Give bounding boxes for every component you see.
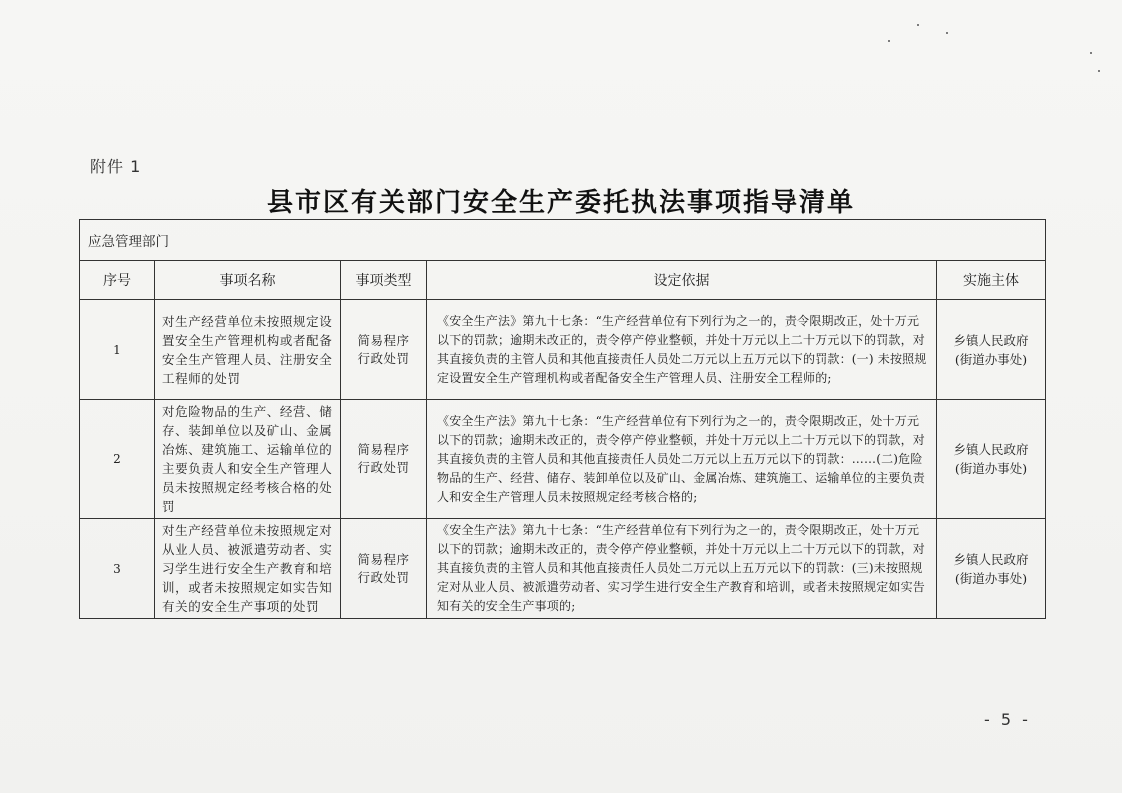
attachment-label: 附件 1 (90, 157, 142, 176)
table-row (80, 400, 1046, 519)
row-subject (937, 519, 1046, 619)
department-row (80, 220, 1046, 261)
row-subject-line1: 乡镇人民政府 (953, 332, 1029, 348)
row-type-line2: 行政处罚 (357, 350, 410, 366)
table-row (80, 519, 1046, 619)
header-index: 序号 (80, 261, 155, 300)
document-title: 县市区有关部门安全生产委托执法事项指导清单 (266, 188, 855, 218)
row-type-line1: 简易程序 (357, 551, 410, 567)
department-label: 应急管理部门 (80, 220, 1046, 261)
row-subject-line2: (街道办事处) (954, 351, 1028, 367)
row-type-line1: 简易程序 (357, 332, 410, 348)
row-subject (937, 400, 1046, 519)
row-subject (937, 300, 1046, 400)
row-type-line2: 行政处罚 (357, 569, 410, 585)
row-item-name: 对危险物品的生产、经营、储存、装卸单位以及矿山、金属冶炼、建筑施工、运输单位的主要负责人和安全生产管理人员未按照规定经考核合格的处罚 (155, 400, 341, 519)
row-index: 1 (80, 300, 155, 400)
table-row (80, 300, 1046, 400)
row-legal-basis: 《安全生产法》第九十七条：“生产经营单位有下列行为之一的，责令限期改正，处十万元以下的罚款；逾期未改正的，责令停产停业整顿，并处十万元以上二十万元以下的罚款，对其直接负责的主管人员和其他直接责任人员处二万元以上五万元以下的罚款：(三)未按照规定对从业人员、被派遣劳动者、实习学生进行安全生产教育和培训，或者未按照规定如实告知有关的安全生产事项的; (427, 519, 937, 619)
row-type-line1: 简易程序 (357, 442, 410, 457)
row-subject-line2: (街道办事处) (954, 570, 1028, 586)
table-header-row (80, 261, 1046, 300)
page-number: - 5 - (984, 710, 1031, 729)
scan-speck (917, 24, 919, 26)
scan-speck (888, 40, 890, 42)
row-item-type (341, 519, 427, 619)
row-type-line2: 行政处罚 (357, 460, 410, 475)
row-subject-line1: 乡镇人民政府 (953, 442, 1029, 457)
header-basis: 设定依据 (427, 261, 937, 300)
row-index: 3 (80, 519, 155, 619)
row-item-type (341, 300, 427, 400)
row-item-type (341, 400, 427, 519)
scan-speck (946, 32, 948, 34)
header-name: 事项名称 (155, 261, 341, 300)
row-legal-basis: 《安全生产法》第九十七条：“生产经营单位有下列行为之一的，责令限期改正，处十万元以下的罚款；逾期未改正的，责令停产停业整顿，并处十万元以上二十万元以下的罚款，对其直接负责的主管人员和其他直接责任人员处二万元以上五万元以下的罚款：……(二)危险物品的生产、经营、储存、装卸单位以及矿山、金属冶炼、建筑施工、运输单位的主要负责人和安全生产管理人员未按照规定经考核合格的; (427, 400, 937, 519)
row-subject-line1: 乡镇人民政府 (953, 551, 1029, 567)
row-index: 2 (80, 400, 155, 519)
header-type: 事项类型 (341, 261, 427, 300)
enforcement-table (79, 219, 1046, 619)
scan-speck (1098, 70, 1100, 72)
row-item-name: 对生产经营单位未按照规定设置安全生产管理机构或者配备安全生产管理人员、注册安全工程师的处罚 (155, 300, 341, 400)
header-subject: 实施主体 (937, 261, 1046, 300)
row-legal-basis: 《安全生产法》第九十七条：“生产经营单位有下列行为之一的，责令限期改正，处十万元以下的罚款；逾期未改正的，责令停产停业整顿，并处十万元以上二十万元以下的罚款，对其直接负责的主管人员和其他直接责任人员处二万元以上五万元以下的罚款：(一) 未按照规定设置安全生产管理机构或者配备安全生产管理人员、注册安全工程师的; (427, 300, 937, 400)
row-subject-line2: (街道办事处) (954, 461, 1028, 476)
scan-speck (1090, 52, 1092, 54)
row-item-name: 对生产经营单位未按照规定对从业人员、被派遣劳动者、实习学生进行安全生产教育和培训，或者未按照规定如实告知有关的安全生产事项的处罚 (155, 519, 341, 619)
